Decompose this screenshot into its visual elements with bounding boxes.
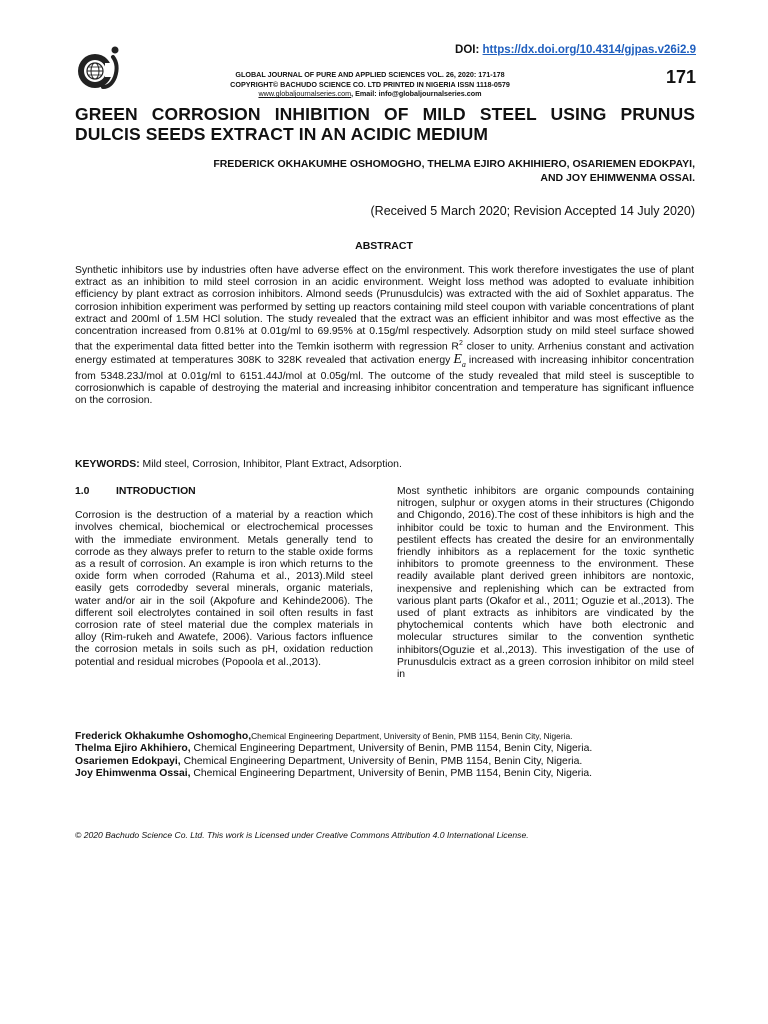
section-title: INTRODUCTION [116,486,196,497]
activation-energy-symbol [450,352,469,367]
author-list [95,158,695,185]
journal-email: , Email: info@globaljournalseries.com [351,89,482,98]
keywords-list: Mild steel, Corrosion, Inhibitor, Plant Extract, Adsorption. [139,459,402,470]
journal-website[interactable]: www.globaljournalseries.com [258,89,352,98]
affiliation-name: Joy Ehimwenma Ossai, [75,768,191,780]
license-notice: © 2020 Bachudo Science Co. Ltd. This work is Licensed under Creative Commons Attribution 4.0 International License. [75,830,529,840]
affiliation-row [75,743,705,755]
abstract-text [75,265,694,408]
regression-superscript: 2 [458,340,463,348]
affiliation-name: Osariemen Edokpayi, [75,755,181,767]
abstract-part-3: increased with increasing inhibitor concentration from 5348.23J/mol at 0.01g/ml to 6151.44J/mol at 0.05g/ml. The outcome of the study revealed that mild steel is susceptible to corrosionwhich is capable of destroying the material and increasing inhibitor concentration and temperature has significant influence on the corrosion. [75,354,694,407]
section-number: 1.0 [75,486,90,497]
page-number: 171 [665,67,696,87]
doi-label: DOI: [455,44,480,56]
author-affiliations [75,730,705,781]
doi-link[interactable]: https://dx.doi.org/10.4314/gjpas.v26i2.9 [482,44,696,56]
affiliation-dept: Chemical Engineering Department, University of Benin, PMB 1154, Benin City, Nigeria. [190,743,593,755]
journal-line-2: COPYRIGHT© BACHUDO SCIENCE CO. LTD PRINTED IN NIGERIA ISSN 1118-0579 [230,79,510,89]
introduction-heading [75,486,373,498]
abstract-part-2: closer to unity. Arrhenius constant and activation energy estimated at temperatures 308K to 328K revealed that activation energy [75,341,695,366]
affiliation-dept: Chemical Engineering Department, University of Benin, PMB 1154, Benin City, Nigeria. [180,755,583,767]
affiliation-row [75,730,705,743]
authors-line-1: FREDERICK OKHAKUMHE OSHOMOGHO, THELMA EJIRO AKHIHIERO, OSARIEMEN EDOKPAYI, [213,158,695,170]
affiliation-name: Thelma Ejiro Akhihiero, [75,743,191,755]
authors-line-2: AND JOY EHIMWENMA OSSAI. [540,171,695,184]
intro-paragraph-right: Most synthetic inhibitors are organic compounds containing nitrogen, sulphur or oxygen atoms in their structures (Chigondo and Chigondo, 2016).The cost of these inhibitors is high and the inhibitor could be toxic to human and the Environment. This pestilent effects has created the desire for an environmentally friendly inhibitors as a replacement for the toxic synthetic inhibitors to promote greenness to the environment. These readily available plant derived green inhibitors are nontoxic, inexpensive and replenishing which can be extracted from various plant parts (Okafor et al., 2011; Oguzie et al.,2013). The used of plant extracts as inhibitors are vindicated by the phytochemical contents which have both electronic and molecular structures similar to the convention synthetic inhibitors(Oguzie et al.,2013). This investigation of the use of Prunusdulcis extract as a green corrosion inhibitor on mild steel in [397,486,694,681]
journal-line-1: GLOBAL JOURNAL OF PURE AND APPLIED SCIENCES VOL. 26, 2020: 171-178 [235,70,505,79]
affiliation-dept: Chemical Engineering Department, University of Benin, PMB 1154, Benin City, Nigeria. [251,731,573,741]
keywords-label: KEYWORDS: [75,459,140,470]
intro-paragraph-left: Corrosion is the destruction of a material by a reaction which involves chemical, biochemical or electrochemical processes with the immediate environment. Metals generally tend to corrode as they always prefer to return to the stable oxide forms as a result of corrosion. An example is iron which returns to the oxide form when corroded (Rahuma et al., 2013).Mild steel easily gets corrodedby several minerals, organic materials, water and/or air in the soil (Akpofure and Kehinde2006). The different soil electrolytes contained in soil often results in fast corrosion rate of steel material due the complex materials in alloy (Rim-rukeh and Awatefe, 2006). Various factors influence the corrosion metals in soils such as pH, oxidation reduction potential and residual microbes (Popoola et al.,2013). [75,510,373,668]
left-column [75,486,373,669]
received-dates: (Received 5 March 2020; Revision Accepted 14 July 2020) [370,204,695,218]
affiliation-row [75,768,705,780]
abstract-part-1: Synthetic inhibitors use by industries often have adverse effect on the environment. This work therefore investigates the use of plant extract as an inhibition to mild steel corrosion in an acidic environment. Weight loss method was adopted to evaluate inhibition efficiency by plant extract as corrosion inhibitors. Almond seeds (Prunusdulcis) was extracted with the aid of Soxhlet apparatus. The corrosion inhibition experiment was performed by setting up reactors containing mild steel coupon with variable concentrations of plant extract and 200ml of 1.5M HCl solution. The study revealed that the extract was an efficient inhibitor and was most effective as the concentration increased from 0.81% at 0.01g/ml to 69.95% at 0.15g/ml respectively. Adsorption study on mild steel surface showed that the experimental data fitted better into the Temkin isotherm with regression R [75,265,694,353]
article-title: GREEN CORROSION INHIBITION OF MILD STEEL USING PRUNUS DULCIS SEEDS EXTRACT IN AN ACIDIC MEDIUM [75,104,695,144]
doi-line [455,44,696,56]
ea-letter: E [453,351,462,367]
journal-contact [160,89,580,99]
affiliation-dept: Chemical Engineering Department, University of Benin, PMB 1154, Benin City, Nigeria. [190,768,593,780]
ea-subscript: a [461,359,466,369]
affiliation-name: Frederick Okhakumhe Oshomogho, [75,731,252,742]
journal-logo [75,45,125,93]
abstract-heading: ABSTRACT [355,240,413,252]
journal-info [160,70,580,99]
keywords [75,459,402,470]
right-column [397,486,694,681]
affiliation-row [75,756,705,768]
